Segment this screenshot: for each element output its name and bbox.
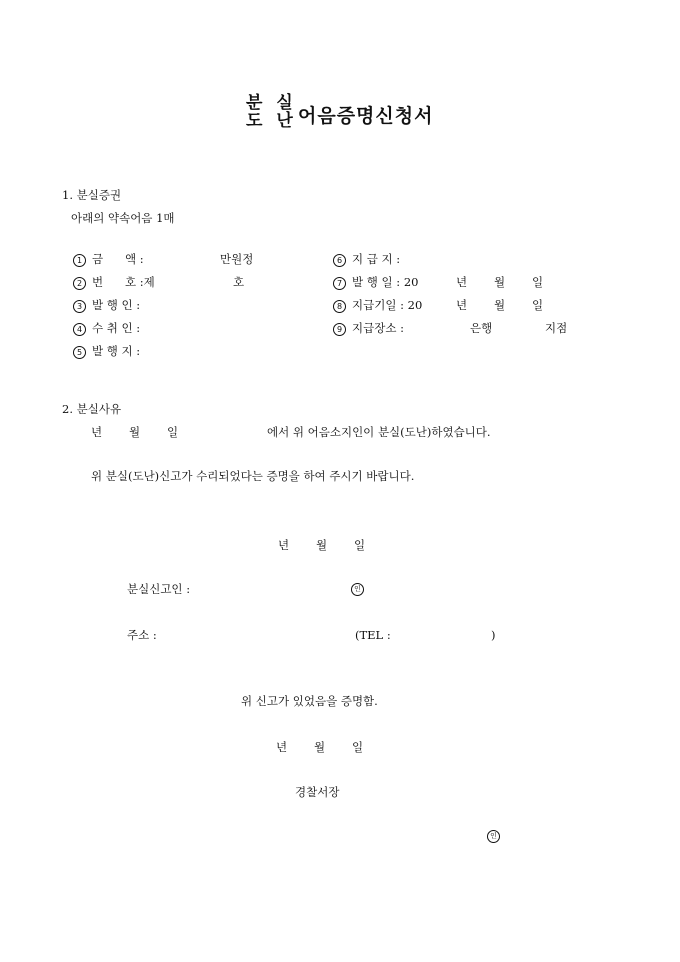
certification-month: 월	[314, 740, 326, 754]
reason-text: 에서 위 어음소지인이 분실(도난)하였습니다.	[267, 425, 491, 439]
title-top-line-stolen: 도 난	[246, 111, 297, 131]
address-label: 주소 :	[127, 628, 157, 642]
reporter-label: 분실신고인 :	[127, 582, 191, 596]
circled-number-icon: 6	[333, 254, 346, 267]
applicant-year: 년	[278, 538, 290, 552]
section2-heading: 2. 분실사유	[62, 402, 122, 416]
due-date-day: 일	[532, 298, 544, 312]
circled-number-icon: 8	[333, 300, 346, 313]
seal-icon: 인	[351, 583, 364, 596]
payment-bank: 은행	[470, 321, 493, 335]
certification-text: 위 신고가 있었음을 증명함.	[241, 694, 378, 708]
item-due-date	[333, 298, 422, 313]
circled-number-icon: 4	[73, 323, 86, 336]
issue-date-month: 월	[494, 275, 506, 289]
tel-label: (TEL :	[355, 628, 391, 642]
circled-number-icon: 7	[333, 277, 346, 290]
circled-number-icon: 3	[73, 300, 86, 313]
police-station-chief: 경찰서장	[295, 785, 340, 799]
section1-heading: 1. 분실증권	[62, 188, 122, 202]
issue-date-day: 일	[532, 275, 544, 289]
item-label: 지급기일 : 20	[352, 298, 423, 312]
item-payment-location	[333, 321, 404, 336]
tel-close: )	[491, 628, 496, 642]
item-label: 번 호 :제	[92, 275, 155, 289]
due-date-year: 년	[456, 298, 468, 312]
item-payee	[73, 321, 140, 336]
circled-number-icon: 5	[73, 346, 86, 359]
reason-month: 월	[129, 425, 141, 439]
applicant-month: 월	[316, 538, 328, 552]
item-label: 금 액 :	[92, 252, 144, 266]
item-label: 발 행 인 :	[92, 298, 141, 312]
item-label: 수 취 인 :	[92, 321, 141, 335]
payment-branch: 지점	[545, 321, 568, 335]
title-top-line-lost: 분 실	[246, 93, 297, 113]
reason-day: 일	[167, 425, 179, 439]
applicant-day: 일	[354, 538, 366, 552]
item-label: 지급장소 :	[352, 321, 404, 335]
item-amount	[73, 252, 144, 267]
request-text: 위 분실(도난)신고가 수리되었다는 증명을 하여 주시기 바랍니다.	[91, 469, 415, 483]
item-label: 발 행 지 :	[92, 344, 141, 358]
certification-year: 년	[276, 740, 288, 754]
item-amount-unit: 만원정	[220, 252, 254, 266]
item-payment-place	[333, 252, 400, 267]
due-date-month: 월	[494, 298, 506, 312]
page-title: 어음증명신청서	[298, 105, 434, 127]
circled-number-icon: 2	[73, 277, 86, 290]
section1-subheading: 아래의 약속어음 1매	[71, 211, 175, 225]
item-issue-date	[333, 275, 418, 290]
item-number-unit: 호	[233, 275, 245, 289]
item-label: 지 급 지 :	[352, 252, 401, 266]
issue-date-year: 년	[456, 275, 468, 289]
item-number	[73, 275, 155, 290]
circled-number-icon: 1	[73, 254, 86, 267]
certification-day: 일	[352, 740, 364, 754]
item-issue-place	[73, 344, 140, 359]
item-issuer	[73, 298, 140, 313]
circled-number-icon: 9	[333, 323, 346, 336]
item-label: 발 행 일 : 20	[352, 275, 419, 289]
seal-icon: 인	[487, 830, 500, 843]
reason-year: 년	[91, 425, 103, 439]
